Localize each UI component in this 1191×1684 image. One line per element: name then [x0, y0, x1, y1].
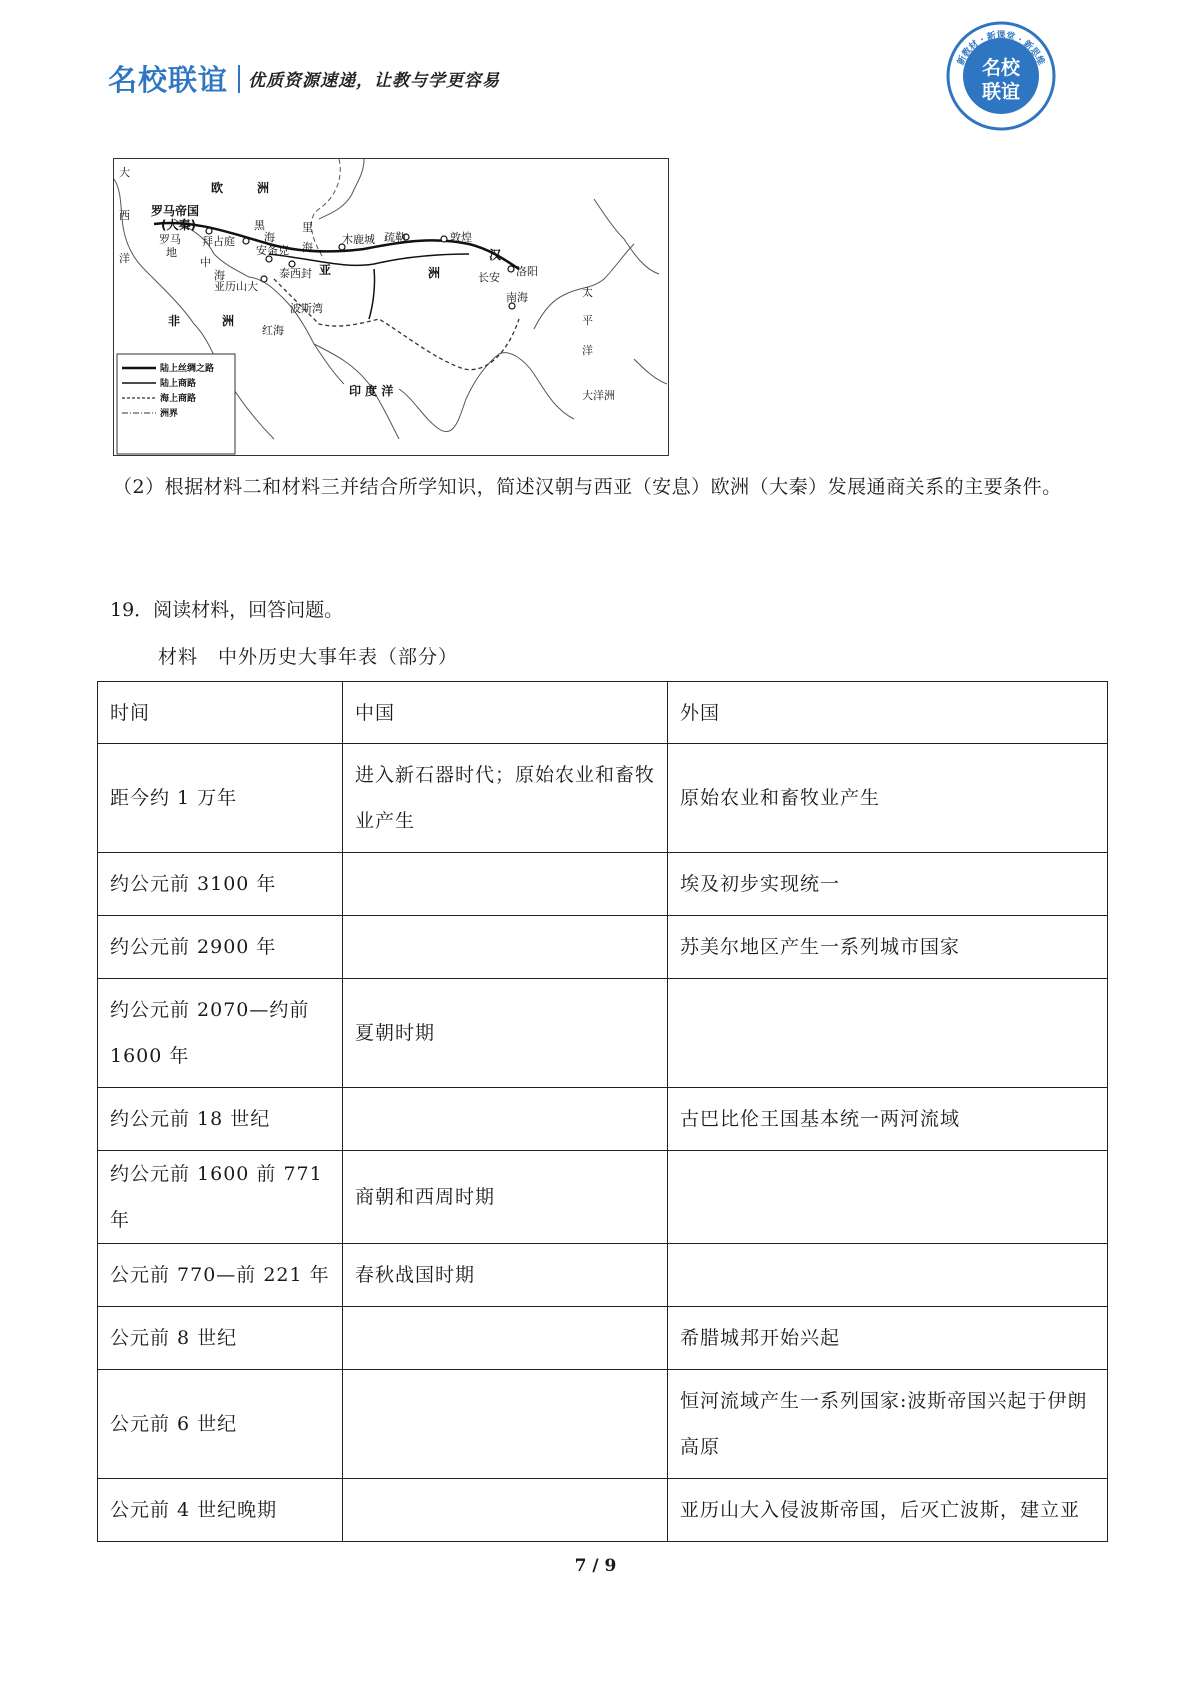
map-label-atlantic-2: 西	[119, 209, 130, 222]
map-label-changan: 长安	[478, 271, 500, 284]
table-row	[98, 1151, 1108, 1244]
cell-foreign	[668, 1244, 1108, 1307]
map-label-atlantic-1: 大	[119, 166, 130, 179]
table-row	[98, 1088, 1108, 1151]
cell-china: 进入新石器时代；原始农业和畜牧业产生	[343, 744, 668, 853]
cell-china	[343, 1479, 668, 1542]
cell-china: 春秋战国时期	[343, 1244, 668, 1307]
map-label-ctesiphon: 泰西封	[279, 267, 312, 280]
table-row	[98, 1307, 1108, 1370]
cell-china: 夏朝时期	[343, 979, 668, 1088]
page-number: 7 / 9	[574, 1556, 617, 1576]
map-label-red-sea: 红海	[262, 324, 284, 337]
cell-time: 约公元前 1600 前 771 年	[98, 1151, 343, 1244]
question-part2: （2）根据材料二和材料三并结合所学知识，简述汉朝与西亚（安息）欧洲（大秦）发展通商关系的主要条件。	[113, 476, 1062, 498]
map-label-med-1: 中	[200, 256, 211, 269]
header-logo	[108, 58, 500, 99]
cell-time: 距今约 1 万年	[98, 744, 343, 853]
history-events-table	[97, 681, 1108, 1542]
header-time: 时间	[98, 682, 343, 744]
cell-china	[343, 916, 668, 979]
legend-land-trade-route: 陆上商路	[160, 379, 197, 389]
map-label-nanhai: 南海	[506, 291, 528, 304]
cell-time: 公元前 6 世纪	[98, 1370, 343, 1479]
map-label-luoyang: 洛阳	[516, 265, 538, 278]
cell-time: 公元前 770—前 221 年	[98, 1244, 343, 1307]
cell-foreign: 希腊城邦开始兴起	[668, 1307, 1108, 1370]
map-label-rome: 罗马	[159, 233, 181, 246]
map-label-africa-2: 洲	[222, 314, 235, 328]
seal-logo	[945, 20, 1057, 132]
cell-foreign	[668, 979, 1108, 1088]
map-legend	[117, 354, 235, 454]
map-label-black-sea-1: 黑	[254, 219, 265, 232]
map-label-roman-empire: 罗马帝国	[151, 204, 200, 218]
cell-foreign: 埃及初步实现统一	[668, 853, 1108, 916]
map-label-med-2: 海	[214, 269, 225, 282]
map-label-caspian-1: 里	[302, 221, 313, 234]
seal-ring-text: 新教材 · 新课堂 · 新思维	[956, 31, 1046, 67]
map-label-caspian-2: 海	[302, 241, 313, 254]
cell-foreign: 恒河流域产生一系列国家:波斯帝国兴起于伊朗高原	[668, 1370, 1108, 1479]
map-label-han: 汉	[489, 248, 502, 262]
map-label-daqin: (大秦)	[161, 218, 196, 232]
cell-china	[343, 853, 668, 916]
map-label-kashgar: 疏勒	[384, 231, 406, 244]
silk-road-map	[113, 158, 669, 456]
cell-foreign: 亚历山大入侵波斯帝国，后灭亡波斯，建立亚	[668, 1479, 1108, 1542]
legend-land-silk-road: 陆上丝绸之路	[160, 364, 215, 374]
table-row	[98, 1244, 1108, 1307]
map-label-pacific-2: 平	[582, 314, 593, 327]
logo-divider	[238, 65, 240, 93]
cell-foreign	[668, 1151, 1108, 1244]
cell-china	[343, 1088, 668, 1151]
cell-foreign: 原始农业和畜牧业产生	[668, 744, 1108, 853]
map-label-atlantic-3: 洋	[119, 252, 130, 265]
map-label-pacific-4: 大洋洲	[582, 389, 615, 402]
question-19-title: 19．阅读材料，回答问题。	[110, 599, 344, 621]
map-label-persian-gulf: 波斯湾	[290, 302, 323, 315]
cell-time: 公元前 8 世纪	[98, 1307, 343, 1370]
table-row	[98, 1370, 1108, 1479]
cell-time: 约公元前 2900 年	[98, 916, 343, 979]
map-label-dunhuang: 敦煌	[450, 231, 472, 244]
cell-foreign: 古巴比伦王国基本统一两河流域	[668, 1088, 1108, 1151]
cell-time: 约公元前 3100 年	[98, 853, 343, 916]
logo-text: 名校联谊	[108, 63, 229, 97]
cell-foreign: 苏美尔地区产生一系列城市国家	[668, 916, 1108, 979]
map-label-pacific-1: 太	[582, 286, 593, 299]
cell-china	[343, 1307, 668, 1370]
map-label-alexandria: 亚历山大	[214, 280, 258, 293]
map-label-pacific-3: 洋	[582, 344, 593, 357]
table-row	[98, 1479, 1108, 1542]
table-row	[98, 744, 1108, 853]
table-row	[98, 853, 1108, 916]
legend-sea-route: 海上商路	[160, 394, 197, 404]
cell-china	[343, 1370, 668, 1479]
map-label-black-sea-2: 海	[264, 231, 275, 244]
table-row	[98, 916, 1108, 979]
cell-china: 商朝和西周时期	[343, 1151, 668, 1244]
slogan: 优质资源速递，让教与学更容易	[248, 71, 501, 91]
header-china: 中国	[343, 682, 668, 744]
map-label-mulu: 木鹿城	[342, 233, 375, 246]
table-row	[98, 979, 1108, 1088]
table-header-row	[98, 682, 1108, 744]
cell-time: 约公元前 18 世纪	[98, 1088, 343, 1151]
map-label-europe-2: 洲	[257, 181, 270, 195]
map-label-byzantium: 拜占庭	[202, 235, 235, 248]
cell-time: 公元前 4 世纪晚期	[98, 1479, 343, 1542]
svg-text:名校: 名校	[981, 57, 1021, 79]
map-label-rome-2: 地	[166, 246, 177, 259]
map-label-africa-1: 非	[168, 314, 181, 328]
map-label-europe-1: 欧	[211, 181, 224, 195]
map-label-indian-ocean: 印 度 洋	[349, 384, 394, 398]
map-label-antioch: 安条克	[256, 244, 289, 257]
header-foreign: 外国	[668, 682, 1108, 744]
map-label-asia-2: 洲	[428, 266, 441, 280]
material-title: 材料 中外历史大事年表（部分）	[158, 646, 459, 668]
cell-time: 约公元前 2070—约前 1600 年	[98, 979, 343, 1088]
svg-text:联谊: 联谊	[981, 81, 1021, 103]
legend-continent-border: 洲界	[160, 409, 179, 419]
map-label-asia-1: 亚	[319, 263, 332, 277]
